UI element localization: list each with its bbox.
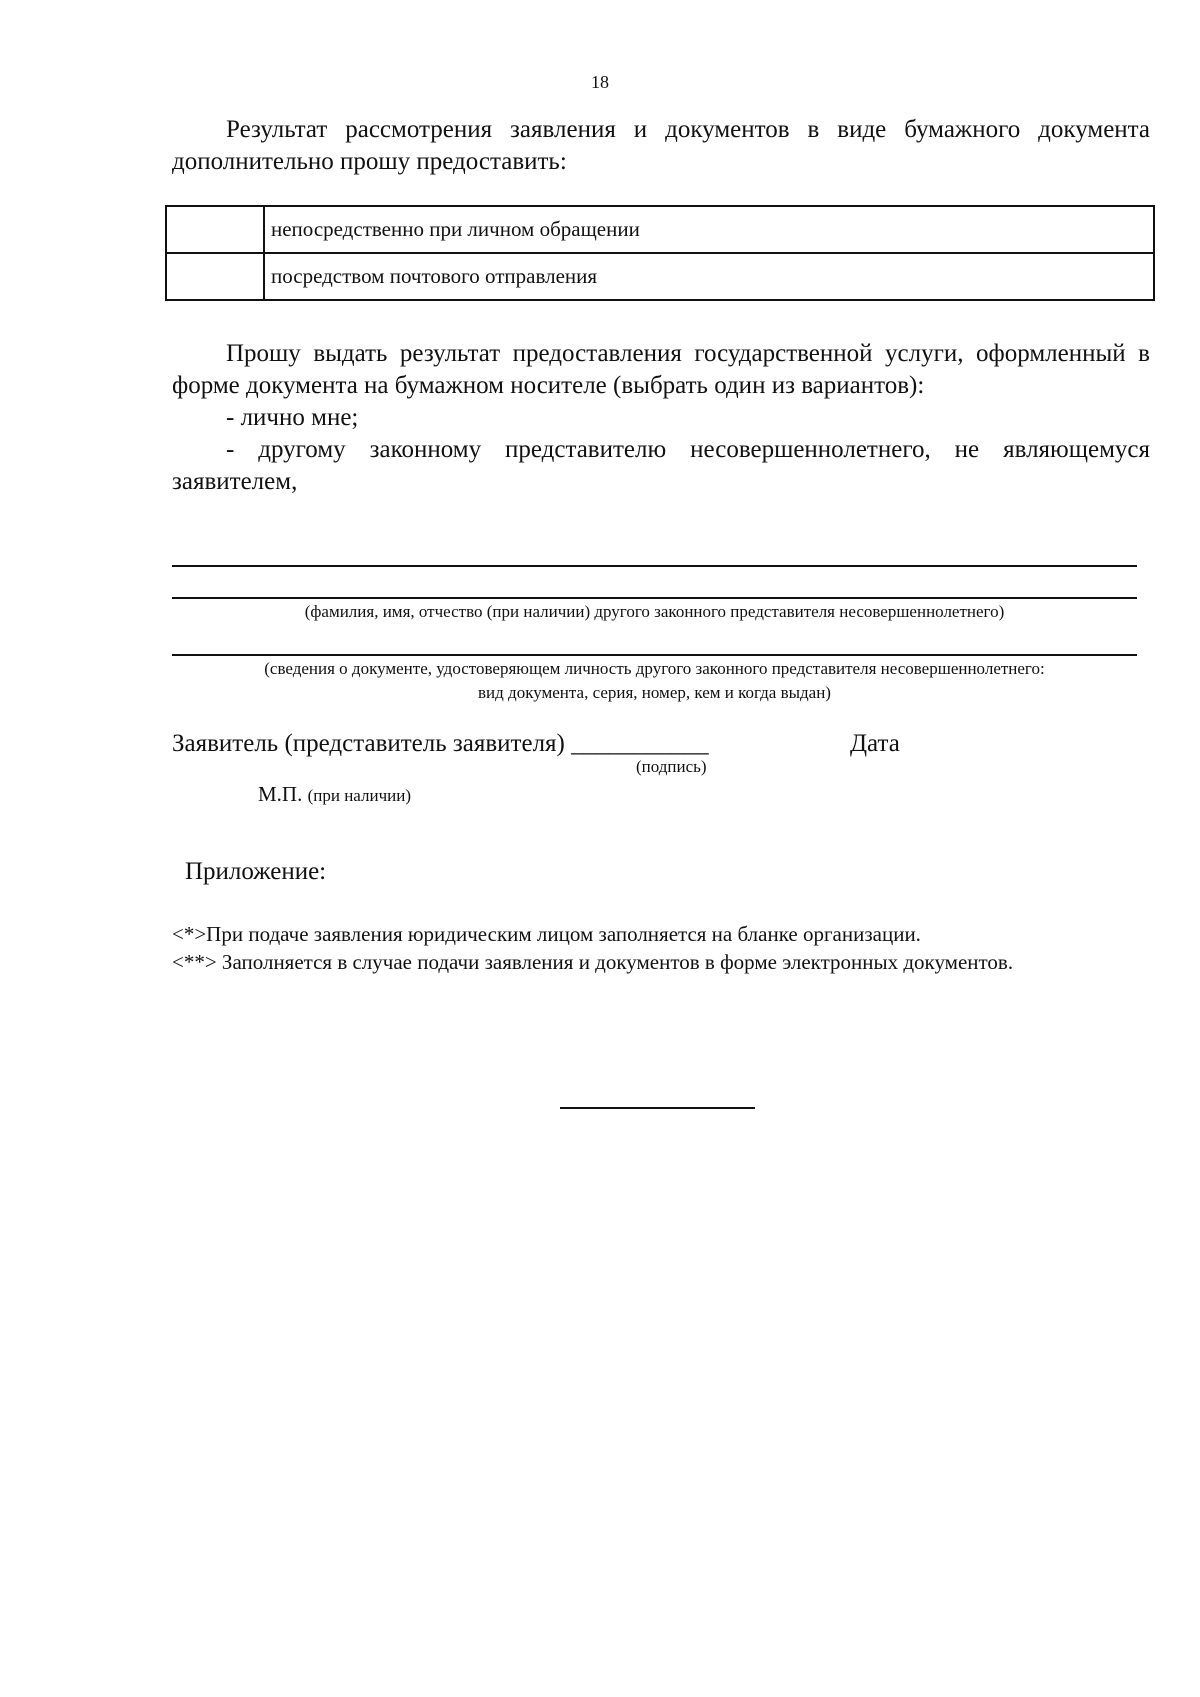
date-label: Дата [850,730,900,757]
delivery-option-checkbox-mail[interactable] [166,253,264,300]
page-number: 18 [591,72,609,92]
signature-caption: (подпись) [636,757,707,776]
issue-request-text: Прошу выдать результат предоставления государственной услуги, оформленный в форме документа на бумажном носителе (выбрать один из вариантов): [172,340,1150,399]
footnotes [172,920,1150,976]
table-row [166,206,1154,253]
id-document-caption [172,657,1137,705]
footnote-legal-entity: <*>При подаче заявления юридическим лицом заполняется на бланке организации. [172,922,921,946]
representative-name-field-line[interactable] [172,597,1137,599]
stamp-label [258,782,411,807]
stamp-text: М.П. [258,782,303,806]
representative-field-line-1[interactable] [172,565,1137,567]
footnote-electronic: <**> Заполняется в случае подачи заявления и документов в форме электронных документов. [172,950,1014,974]
issue-option-representative: - другому законному представителю несовершеннолетнего, не являющемуся заявителем, [172,436,1150,495]
table-row [166,253,1154,300]
delivery-intro: Результат рассмотрения заявления и документов в виде бумажного документа дополнительно прошу предоставить: [172,116,1150,175]
id-document-caption-line-1: (сведения о документе, удостоверяющем личность другого законного представителя несовершеннолетнего: [264,659,1045,678]
issue-option-self: - лично мне; [226,404,359,431]
delivery-options-table [165,205,1155,301]
id-document-field-line[interactable] [172,654,1137,656]
issue-request-block [172,338,1150,498]
delivery-option-checkbox-personal[interactable] [166,206,264,253]
representative-name-caption: (фамилия, имя, отчество (при наличии) другого законного представителя несовершеннолетнего) [304,602,1005,621]
delivery-option-label: посредством почтового отправления [264,253,1154,300]
id-document-caption-line-2: вид документа, серия, номер, кем и когда выдан) [478,683,831,702]
appendix-label: Приложение: [185,858,327,885]
stamp-note: (при наличии) [307,786,411,805]
delivery-option-label: непосредственно при личном обращении [264,206,1154,253]
applicant-signature-label: Заявитель (представитель заявителя) ___________ [172,730,709,757]
end-divider [560,1107,755,1109]
